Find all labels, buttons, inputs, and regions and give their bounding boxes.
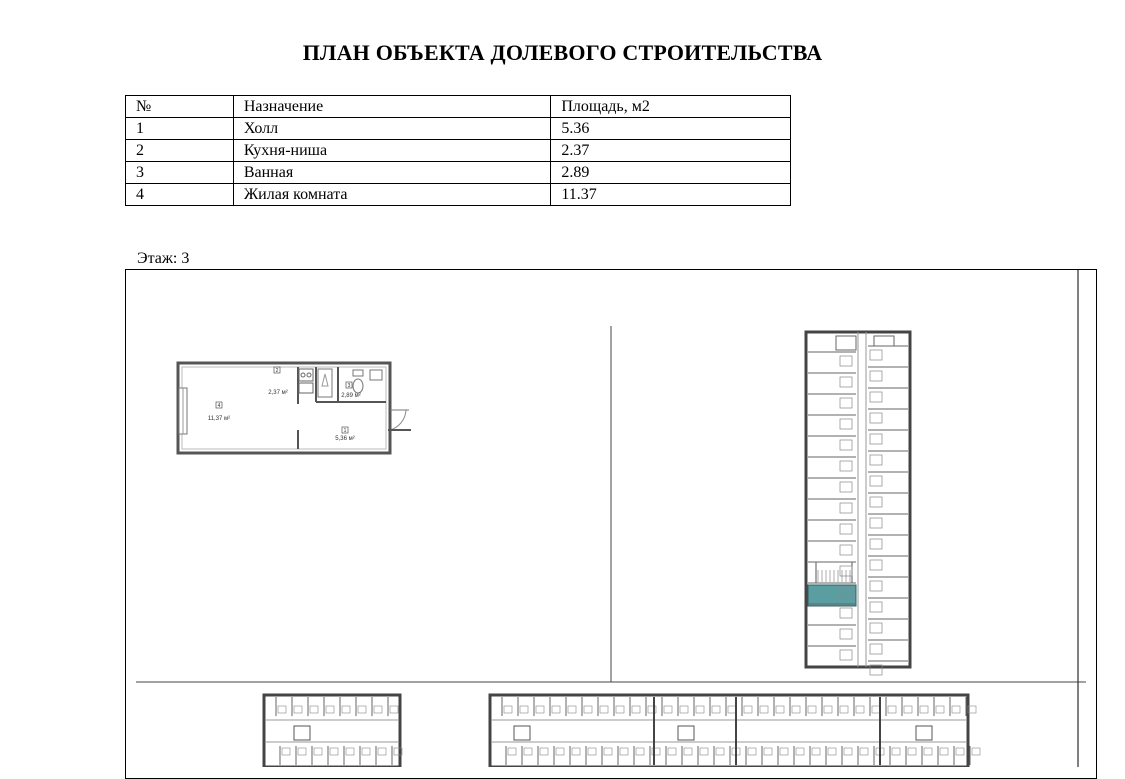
floor-label: Этаж: 3 <box>137 250 190 267</box>
table-row <box>126 184 791 206</box>
rooms-table <box>125 95 791 206</box>
room-1-number: 1 <box>343 428 347 434</box>
header-num: № <box>126 96 234 118</box>
room-2-number: 2 <box>275 368 279 374</box>
room-4-number: 4 <box>217 403 221 409</box>
cell-purpose: Ванная <box>233 162 551 184</box>
cell-purpose: Холл <box>233 118 551 140</box>
table-row <box>126 118 791 140</box>
room-3-number: 3 <box>347 383 351 389</box>
header-purpose: Назначение <box>233 96 551 118</box>
cell-area: 5.36 <box>551 118 791 140</box>
cell-num: 3 <box>126 162 234 184</box>
cell-area: 11.37 <box>551 184 791 206</box>
table-header-row <box>126 96 791 118</box>
room-1-area: 5,36 м² <box>335 436 355 442</box>
room-4-area: 11,37 м² <box>207 416 231 422</box>
plan-drawing <box>126 270 1098 767</box>
apartment-plan <box>178 363 411 453</box>
cell-purpose: Жилая комната <box>233 184 551 206</box>
selected-apartment-highlight <box>808 585 856 606</box>
cell-purpose: Кухня-ниша <box>233 140 551 162</box>
floor-plan <box>806 332 910 675</box>
table-row <box>126 140 791 162</box>
table-row <box>126 162 791 184</box>
plan-frame <box>125 269 1097 779</box>
document-title: ПЛАН ОБЪЕКТА ДОЛЕВОГО СТРОИТЕЛЬСТВА <box>302 40 823 65</box>
room-2-area: 2,37 м² <box>268 390 288 396</box>
section-plan-right <box>490 695 980 767</box>
section-plan-left <box>264 695 402 767</box>
cell-num: 4 <box>126 184 234 206</box>
cell-area: 2.37 <box>551 140 791 162</box>
room-3-area: 2,89 м² <box>341 393 361 399</box>
header-area: Площадь, м2 <box>551 96 791 118</box>
cell-num: 1 <box>126 118 234 140</box>
cell-num: 2 <box>126 140 234 162</box>
cell-area: 2.89 <box>551 162 791 184</box>
